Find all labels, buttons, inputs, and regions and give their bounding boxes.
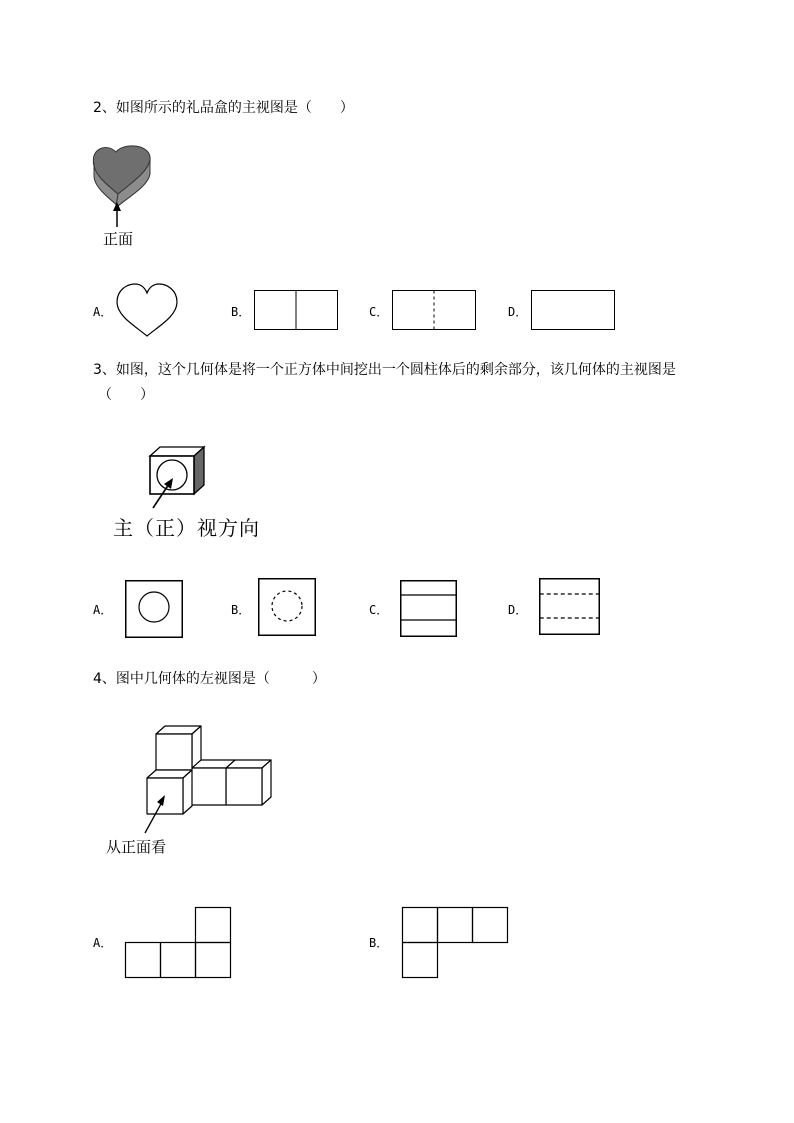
q2-option-a-label[interactable]: A． bbox=[93, 305, 113, 319]
q3-option-c-label[interactable]: C． bbox=[369, 603, 389, 617]
q2-option-a-heart[interactable] bbox=[115, 284, 179, 338]
q3-option-d-square-dashed-lines[interactable] bbox=[539, 578, 600, 635]
q2-option-d-rect[interactable] bbox=[531, 290, 615, 330]
q4-stem: 4、图中几何体的左视图是（ ） bbox=[93, 671, 326, 687]
q4-cubes-figure bbox=[140, 720, 280, 840]
q3-figure-caption: 主（正）视方向 bbox=[113, 516, 260, 540]
q4-option-a-grid[interactable] bbox=[125, 907, 231, 978]
q3-option-a-label[interactable]: A． bbox=[93, 603, 113, 617]
q2-option-c-rect-dashed[interactable] bbox=[392, 290, 476, 330]
q2-heart-box-figure bbox=[90, 144, 160, 216]
q2-option-b-label[interactable]: B． bbox=[231, 305, 251, 319]
q2-option-d-label[interactable]: D． bbox=[508, 305, 528, 319]
q2-figure-caption: 正面 bbox=[103, 230, 134, 248]
q4-figure-caption: 从正面看 bbox=[106, 838, 167, 856]
q2-stem: 2、如图所示的礼品盒的主视图是（ ） bbox=[93, 100, 354, 116]
q3-option-c-square-lines[interactable] bbox=[400, 580, 457, 637]
q2-option-c-label[interactable]: C． bbox=[369, 305, 389, 319]
q4-option-a-label[interactable]: A． bbox=[93, 936, 113, 950]
q3-option-b-square-dashed-circle[interactable] bbox=[258, 578, 316, 636]
q3-option-b-label[interactable]: B． bbox=[231, 603, 251, 617]
q4-option-b-grid[interactable] bbox=[402, 907, 508, 978]
q3-stem-line2: （ ） bbox=[98, 387, 154, 403]
q2-option-b-rect-split[interactable] bbox=[254, 290, 338, 330]
q4-option-b-label[interactable]: B． bbox=[369, 936, 389, 950]
q3-option-d-label[interactable]: D． bbox=[508, 603, 528, 617]
q3-stem-line1: 3、如图，这个几何体是将一个正方体中间挖出一个圆柱体后的剩余部分，该几何体的主视图是 bbox=[93, 362, 676, 378]
q3-option-a-square-circle[interactable] bbox=[125, 580, 183, 638]
